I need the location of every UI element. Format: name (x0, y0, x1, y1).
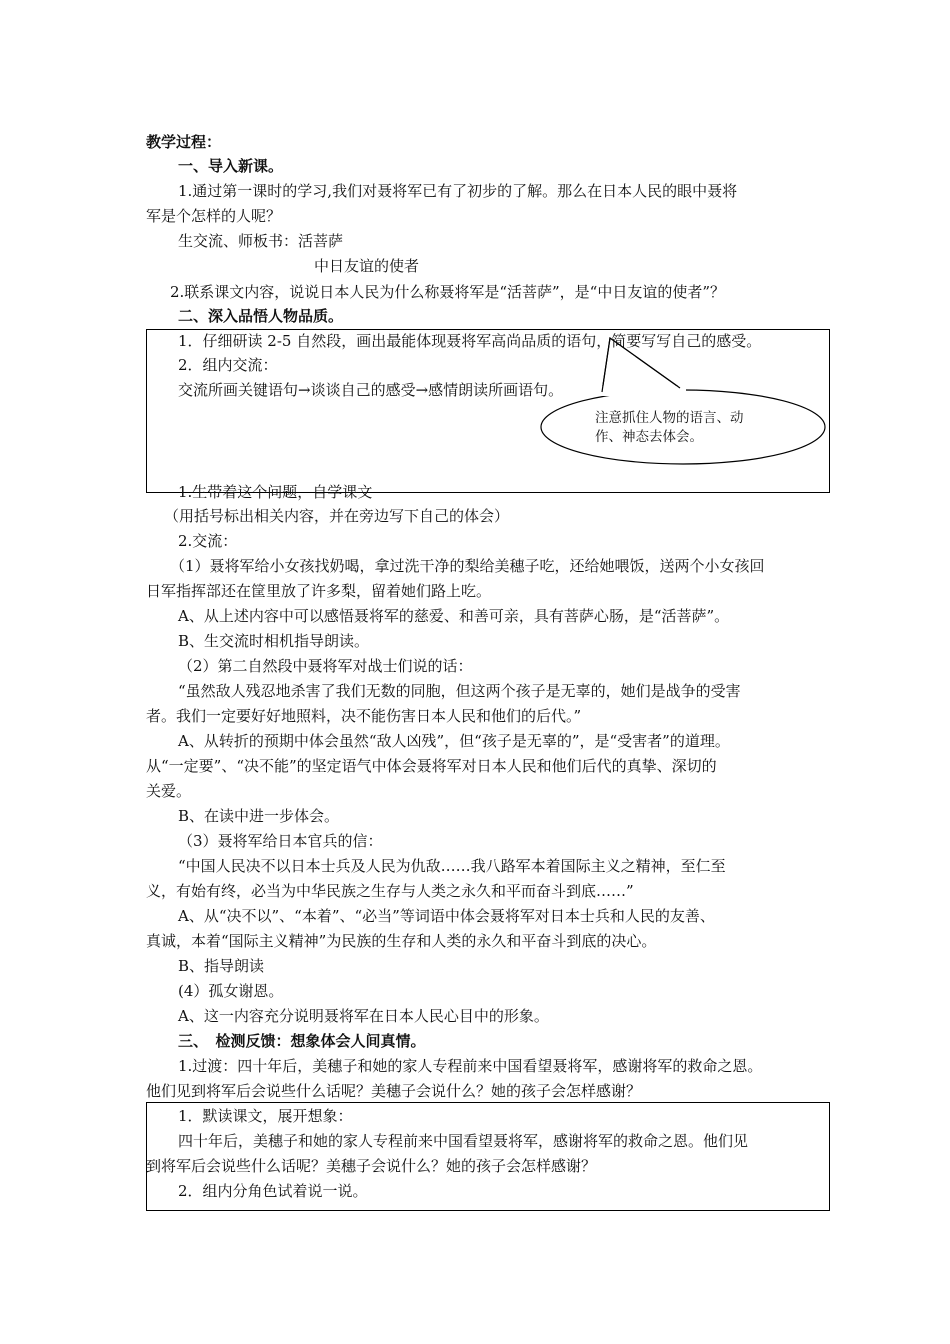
paragraph-line: （用括号标出相关内容，并在旁边写下自己的体会） (164, 507, 510, 525)
paragraph-line: A、从“决不以”、“本着”、“必当”等词语中体会聂将军对日本士兵和人民的友善、 (178, 907, 715, 925)
paragraph-line: B、生交流时相机指导朗读。 (178, 632, 370, 650)
paragraph-line: A、从上述内容中可以感悟聂将军的慈爱、和善可亲，具有菩萨心肠，是“活菩萨”。 (178, 607, 730, 625)
paragraph-line: 1.通过第一课时的学习,我们对聂将军已有了初步的了解。那么在日本人民的眼中聂将 (178, 182, 738, 200)
paragraph-line: 日军指挥部还在筐里放了许多梨，留着她们路上吃。 (146, 582, 492, 600)
paragraph-line: A、这一内容充分说明聂将军在日本人民心目中的形象。 (178, 1007, 549, 1025)
task-line: 2．组内分角色试着说一说。 (178, 1182, 368, 1200)
paragraph-line: 2.交流： (178, 532, 238, 550)
paragraph-line: （2）第二自然段中聂将军对战士们说的话： (178, 657, 473, 675)
quote-line: “中国人民决不以日本士兵及人民为仇敌……我八路军本着国际主义之精神，至仁至 (178, 857, 726, 875)
task-line: 2．组内交流： (178, 356, 278, 374)
speech-bubble-callout (530, 320, 830, 480)
paragraph-line: B、在读中进一步体会。 (178, 807, 340, 825)
quote-line: 义，有始有终，必当为中华民族之生存与人类之永久和平而奋斗到底……” (146, 882, 634, 900)
paragraph-line: 从“一定要”、“决不能”的坚定语气中体会聂将军对日本人民和他们后代的真挚、深切的 (146, 757, 717, 775)
task-line: 交流所画关键语句→谈谈自己的感受→感情朗读所画语句。 (178, 381, 564, 399)
paragraph-line: 关爱。 (146, 782, 192, 800)
callout-text: 作、神态去体会。 (595, 429, 703, 445)
task-line: 到将军后会说些什么话呢？美穗子会说什么？她的孩子会怎样感谢？ (146, 1157, 597, 1175)
paragraph-line: 2.联系课文内容，说说日本人民为什么称聂将军是“活菩萨”，是“中日友谊的使者”？ (170, 283, 725, 301)
paragraph-line: B、指导朗读 (178, 957, 265, 975)
board-note: 中日友谊的使者 (314, 257, 420, 275)
paragraph-line: (4）孤女谢恩。 (178, 982, 284, 1000)
section-heading: 教学过程： (146, 133, 222, 151)
section-3-title: 三、 检测反馈：想象体会人间真情。 (178, 1032, 426, 1050)
quote-line: 者。我们一定要好好地照料，决不能伤害日本人民和他们的后代。” (146, 707, 582, 725)
section-1-title: 一、导入新课。 (178, 157, 284, 175)
quote-line: “虽然敌人残忍地杀害了我们无数的同胞，但这两个孩子是无辜的，她们是战争的受害 (178, 682, 741, 700)
task-line: 1．仔细研读 2-5 自然段，画出最能体现聂将军高尚品质的语句，简要写写自己的感受。 (178, 332, 762, 350)
board-note: 生交流、师板书：活菩萨 (178, 232, 344, 250)
paragraph-line: 真诚，本着“国际主义精神”为民族的生存和人类的永久和平奋斗到底的决心。 (146, 932, 657, 950)
task-line: 四十年后，美穗子和她的家人专程前来中国看望聂将军，感谢将军的救命之恩。他们见 (178, 1132, 749, 1150)
paragraph-line: （3）聂将军给日本官兵的信： (178, 832, 383, 850)
paragraph-line: 他们见到将军后会说些什么话呢？美穗子会说什么？她的孩子会怎样感谢？ (146, 1082, 642, 1100)
section-2-title: 二、深入品悟人物品质。 (178, 307, 344, 325)
paragraph-line: （1）聂将军给小女孩找奶喝，拿过洗干净的梨给美穗子吃，还给她喂饭，送两个小女孩回 (170, 557, 765, 575)
callout-text: 注意抓住人物的语言、动 (595, 410, 744, 426)
paragraph-line: 军是个怎样的人呢？ (146, 207, 282, 225)
paragraph-line: 1.生带着这个问题，自学课文 (178, 483, 373, 501)
paragraph-line: A、从转折的预期中体会虽然“敌人凶残”，但“孩子是无辜的”，是“受害者”的道理。 (178, 732, 730, 750)
task-line: 1．默读课文，展开想象： (178, 1107, 353, 1125)
paragraph-line: 1.过渡：四十年后，美穗子和她的家人专程前来中国看望聂将军，感谢将军的救命之恩。 (178, 1057, 763, 1075)
